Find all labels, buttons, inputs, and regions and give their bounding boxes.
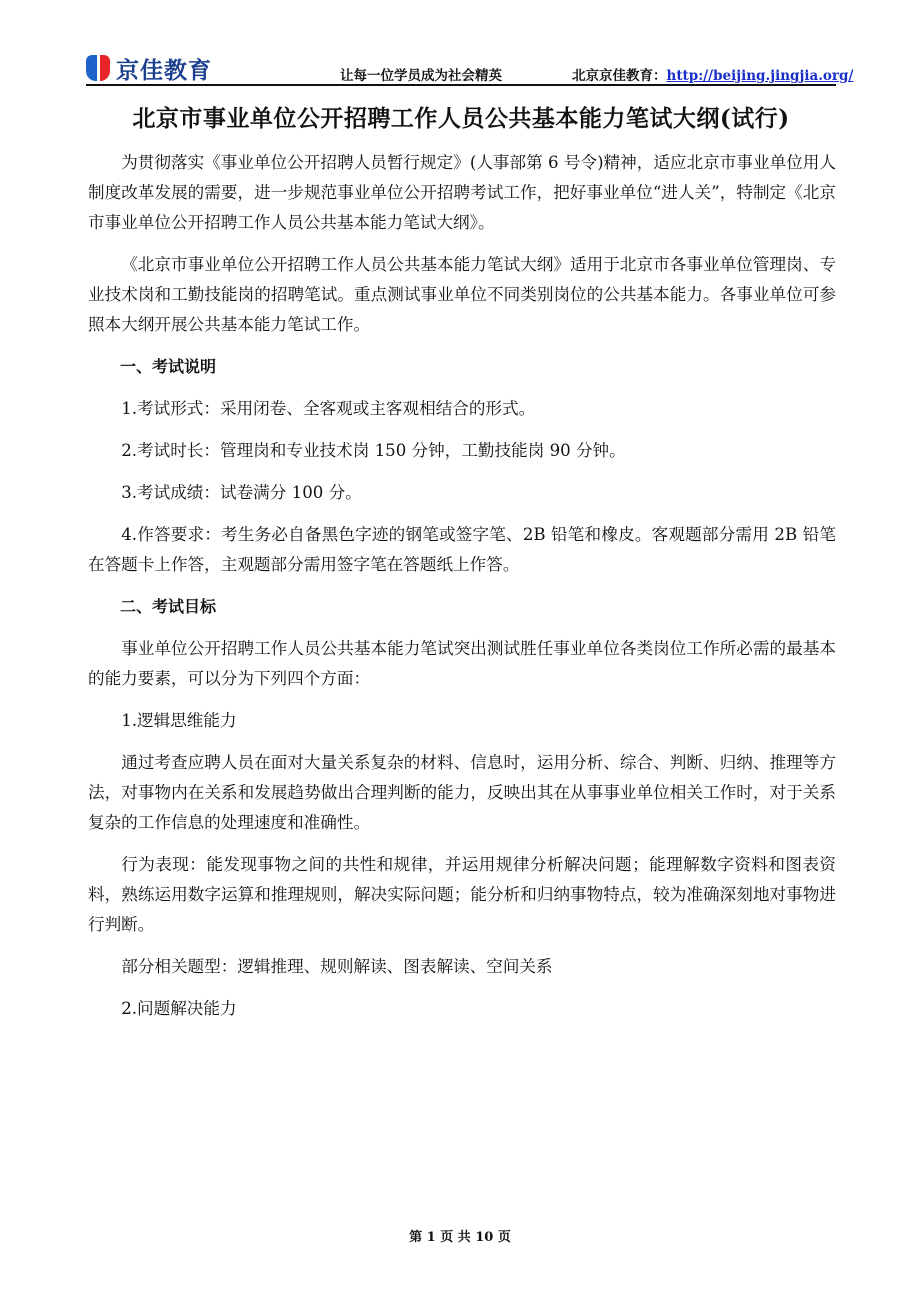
list-item: 3.考试成绩：试卷满分 100 分。	[121, 483, 362, 502]
section-heading: 二、考试目标	[120, 597, 217, 616]
brand-logo	[86, 54, 212, 82]
list-item: 4.作答要求：考生务必自备黑色字迹的钢笔或签字笔、2B 铅笔和橡皮。客观题部分需用 2B 铅笔在答题卡上作答，主观题部分需用签字笔在答题纸上作答。	[88, 525, 836, 574]
site-info	[572, 64, 853, 84]
document-title: 北京市事业单位公开招聘工作人员公共基本能力笔试大纲(试行)	[132, 105, 790, 132]
logo-icon	[86, 55, 110, 81]
paragraph: 《北京市事业单位公开招聘工作人员公共基本能力笔试大纲》适用于北京市各事业单位管理岗、专业技术岗和工勤技能岗的招聘笔试。重点测试事业单位不同类别岗位的公共基本能力。各事业单位可参照本大纲开展公共基本能力笔试工作。	[88, 255, 836, 334]
list-item: 2.考试时长：管理岗和专业技术岗 150 分钟，工勤技能岗 90 分钟。	[121, 441, 626, 460]
paragraph: 事业单位公开招聘工作人员公共基本能力笔试突出测试胜任事业单位各类岗位工作所必需的最基本的能力要素，可以分为下列四个方面：	[88, 639, 836, 688]
page-footer: 第 1 页 共 10 页	[409, 1230, 511, 1245]
paragraph: 为贯彻落实《事业单位公开招聘人员暂行规定》(人事部第 6 号令)精神，适应北京市事业单位用人制度改革发展的需要，进一步规范事业单位公开招聘考试工作，把好事业单位“进人关”，特制定《北京市事业单位公开招聘工作人员公共基本能力笔试大纲》。	[88, 153, 836, 232]
paragraph: 部分相关题型：逻辑推理、规则解读、图表解读、空间关系	[121, 957, 553, 976]
site-url-link[interactable]: http://beijing.jingjia.org/	[666, 68, 854, 84]
document-body	[88, 148, 836, 1036]
paragraph: 通过考查应聘人员在面对大量关系复杂的材料、信息时，运用分析、综合、判断、归纳、推理等方法，对事物内在关系和发展趋势做出合理判断的能力，反映出其在从事事业单位相关工作时，对于关系复杂的工作信息的处理速度和准确性。	[88, 753, 836, 832]
subsection-heading: 2.问题解决能力	[121, 999, 237, 1018]
site-label: 北京京佳教育：	[572, 68, 667, 84]
paragraph: 行为表现：能发现事物之间的共性和规律，并运用规律分析解决问题；能理解数字资料和图表资料，熟练运用数字运算和推理规则，解决实际问题；能分析和归纳事物特点，较为准确深刻地对事物进行判断。	[88, 855, 836, 934]
section-heading: 一、考试说明	[120, 357, 217, 376]
page-header	[86, 50, 854, 86]
list-item: 1.考试形式：采用闭卷、全客观或主客观相结合的形式。	[121, 399, 536, 418]
header-divider	[86, 84, 836, 86]
subsection-heading: 1.逻辑思维能力	[121, 711, 237, 730]
slogan: 让每一位学员成为社会精英	[340, 68, 502, 84]
logo-text: 京佳教育	[116, 57, 212, 84]
